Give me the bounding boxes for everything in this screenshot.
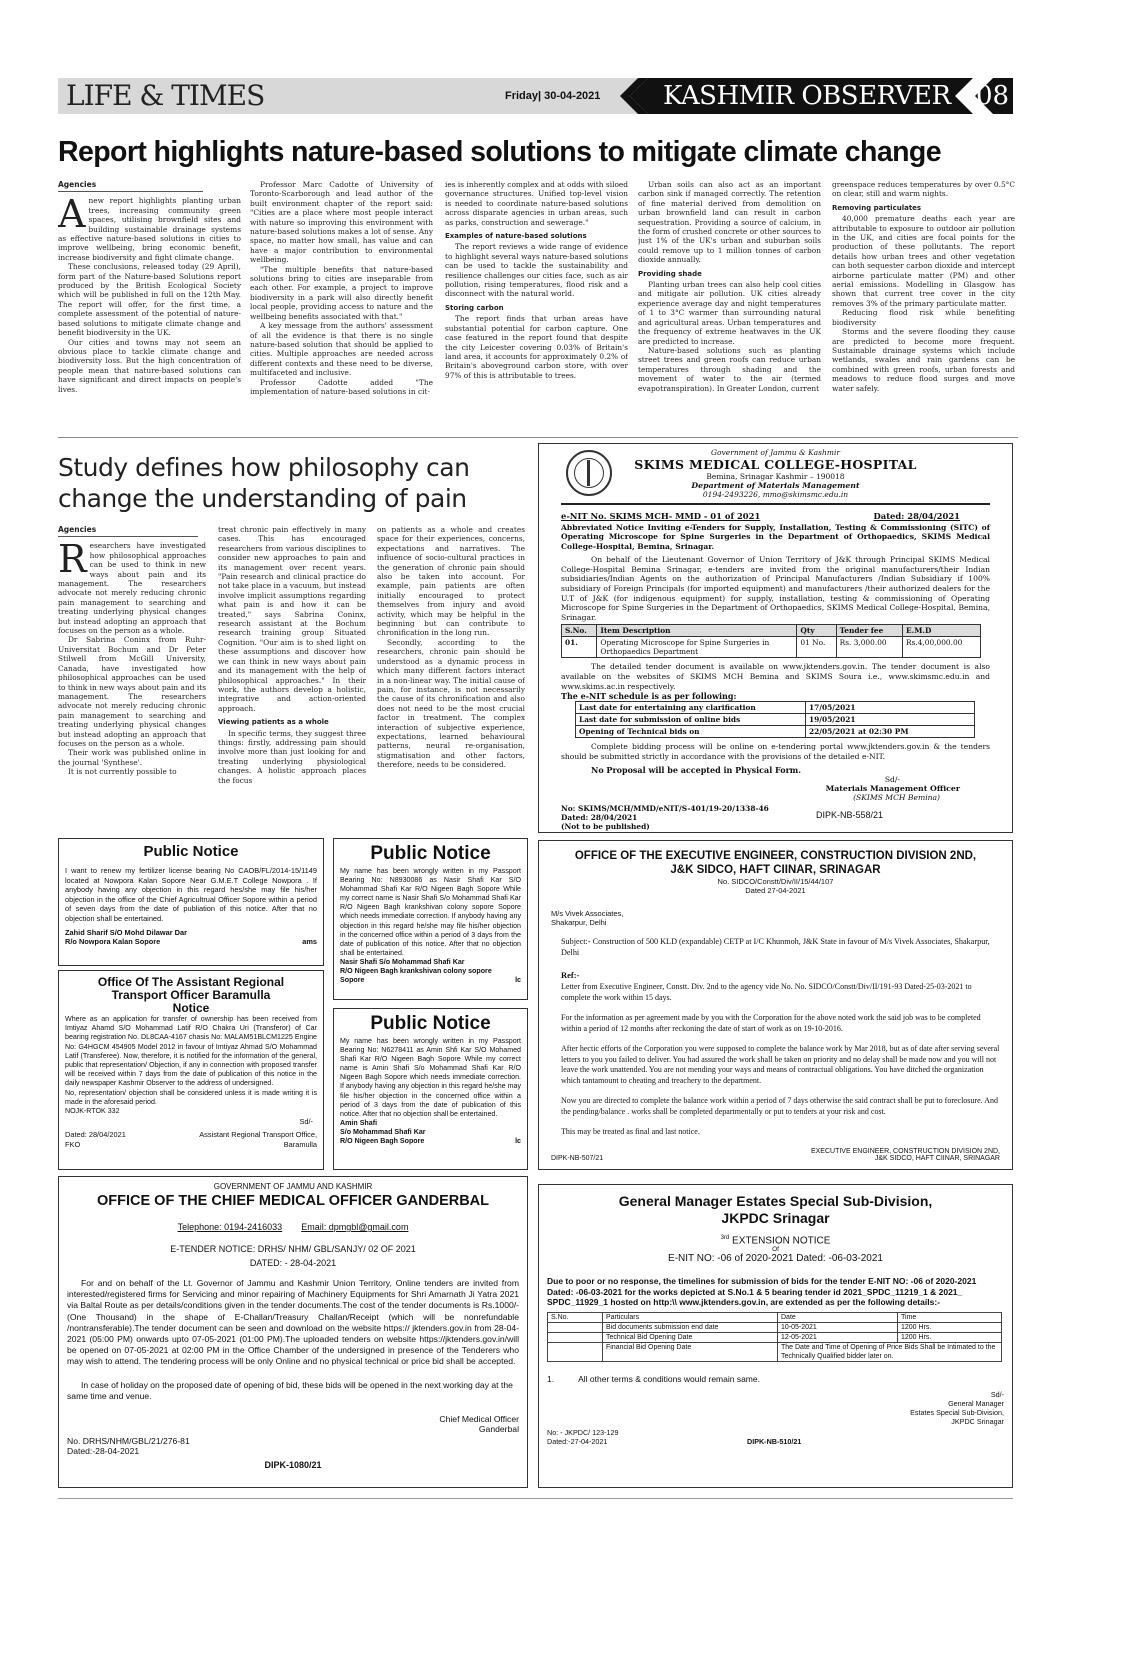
jkpdc-extension-notice xyxy=(538,1184,1013,1488)
paragraph: new report highlights planting urban trees, increasing community green spaces, utilising brownfield sites and building sustainable drainage systems as effective nature-based solutions in cities to improve wellbeing, bring economic benefit, increase biodiversity and fight climate change. xyxy=(58,196,241,262)
jkpdc-dipk: DIPK-NB-510/21 xyxy=(747,1436,802,1446)
notice-tag: lc xyxy=(515,1137,521,1146)
article-climate-col5 xyxy=(832,180,1015,430)
paragraph: Storms and the severe flooding they cause are predicted to become more frequent. Sustainable drainage systems which include wetlands, swales and rain gardens can be combined with green roofs, urban forests and meadows to reduce flood surges and move water safely. xyxy=(832,327,1015,393)
jkpdc-table xyxy=(547,1312,1002,1362)
paragraph: The report finds that urban areas have substantial potential for carbon capture. One case featured in the report found that despite the city Leicester covering 0.03% of Britain's land area, it accounts for approximately 0.2% of Britain's aboveground carbon store, with over 97% of this is attributable to trees. xyxy=(445,314,628,380)
ee-date: Dated 27-04-2021 xyxy=(745,886,806,895)
divider xyxy=(58,437,1018,438)
article-pain-headline: Study defines how philosophy can change the understanding of pain xyxy=(58,453,470,513)
ee-paragraph: After hectic efforts of the Corporation you were supposed to complete the balance work by Mar 2018, but as of date after serving several letters to you you failed to deliver. You had assured the work shall be taken on priority and no delay shall be made now and you will not leave the work unattended. You are not mending your ways and means of contractual obligations. You have ditched the organization which tantamount to cheating and treachery to the department. xyxy=(561,1044,1000,1085)
logo-staff-icon xyxy=(587,460,590,486)
table-cell: Bid documents submission end date xyxy=(603,1322,778,1332)
jkpdc-nit: E-NIT NO: -06 of 2020-2021 Dated: -06-03-2021 xyxy=(668,1253,883,1265)
paragraph: Secondly, according to the researchers, chronic pain should be understood as a dynamic process in which many different factors interact in a non-linear way. The initial cause of pain, for instance, is not necessarily the cause of its chronification and also does not need to be the most crucial factor in treatment. The complex interaction of subjective experience, expectations, learned behavioural patterns, neural re-organisation, stigmatisation and other factors, therefore, needs to be considered. xyxy=(377,637,525,770)
paragraph: esearchers have investigated how philosophical approaches can be used to think in new ways about pain and its management. The researchers advocate not merely reducing chronic pain management to searching and treating underlying physical changes but instead adopting an approach that focuses on the person as a whole. xyxy=(58,541,206,636)
jkpdc-signatory: Estates Special Sub-Division, xyxy=(910,1407,1004,1417)
ee-signatory: J&K SIDCO, HAFT CIINAR, SRINAGAR xyxy=(874,1154,1000,1162)
skims-body: On behalf of the Lieutenant Governor of Union Territory of J&K through Principal SKIMS Medical College-Hospital Bemina Srinagar, e-tenders are invited from the original manufacturers/their Indian subsidiaries/Indian Agents on the authorization of Principal Manufacturers /Indian Subsidiary if 100% subsidiary of Foreign Principals (for imported equipment) and manufacturers /their authorized dealers for the U.T of J&K (for indigenous equipment) for supply, installation, testing & commissioning of Operating Microscope for Spine Surgeries in the Department of Orthopaedics, SKIMS Medical College-Hospital, Bemina, Srinagar. xyxy=(561,555,990,622)
skims-contact: 0194-2493226, mmo@skimsmc.edu.in xyxy=(561,490,990,505)
paragraph: on patients as a whole and creates space for their experiences, concerns, expectations and narratives. The influence of socio-cultural practices in the generation of chronic pain should also be taken into account. For example, pain patients are often initially encouraged to protect themselves from injury and avoid activity, which may be helpful in the beginning but can contribute to chronification in the long run. xyxy=(377,525,525,638)
ee-paragraph: This may be treated as final and last notice. xyxy=(561,1127,700,1136)
drop-cap: A xyxy=(58,192,86,237)
cmo-ref-no: No. DRHS/NHM/GBL/21/276-81 xyxy=(67,1436,190,1447)
jkpdc-item-number: 1. xyxy=(547,1373,555,1384)
table-header: E.M.D xyxy=(903,625,981,637)
subheading: Storing carbon xyxy=(445,303,504,312)
jkpdc-ref-date: Dated:-27-04-2021 xyxy=(547,1436,608,1446)
table-header: S.No. xyxy=(562,625,597,637)
skims-tender-notice xyxy=(538,443,1013,833)
paragraph: treat chronic pain effectively in many cases. This has encouraged researchers from various disciplines to consider new approaches to pain and its management over recent years. "Pain research and clinical practice do not take place in a vacuum, but instead involve implicit assumptions regarding what pain is and how it can be treated," says Sabrina Coninx, research assistant at the Bochum research training group Situated Cognition. "Our aim is to shed light on these assumptions and discover how we can think in new ways about pain and its management with the help of philosophical approaches." In their work, the authors develop a holistic, integrative and action-oriented approach. xyxy=(218,525,366,713)
article-climate-headline: Report highlights nature-based solutions to mitigate climate change xyxy=(58,136,941,168)
page-header xyxy=(58,78,1013,114)
notice-body: My name has been wrongly written in my Passport Bearing No: N8930086 as Nasir Shafi Kar S/O Mohammad Shafi Kar R/O Nigeen Bagh Sopore While my correct name is Nasir Shafi S/o Mohammad Shafi Kar R/O Nigeen Bagh krankshivan colony sopore Sopore which needs immediate correction. If anybody having any objection in this regard he/she may file his/her objection in the concerned office within a period of 3 days from the date of publication of this notice. After that no objection shall be entertained. xyxy=(340,867,521,957)
rto-baramulla-notice xyxy=(58,970,324,1170)
table-cell xyxy=(548,1332,603,1342)
skims-date: Dated: 28/04/2021 xyxy=(873,511,960,521)
table-header: Item Description xyxy=(597,625,797,637)
subheading: Providing shade xyxy=(638,269,702,278)
notice-title: Public Notice xyxy=(370,1013,491,1034)
table-header: Particulars xyxy=(603,1312,778,1322)
subheading: Viewing patients as a whole xyxy=(218,718,329,727)
skims-ref-note: (Not to be published) xyxy=(561,822,650,832)
skims-schedule-label: The e-NIT schedule is as per following: xyxy=(561,691,737,702)
paragraph: It is not currently possible to xyxy=(68,767,177,777)
jkpdc-title: General Manager Estates Special Sub-Division, xyxy=(618,1193,933,1209)
notice-body: No, representation/ objection shall be considered unless it is made writing it is made in the aforesaid period. xyxy=(65,1088,317,1106)
article-source: Agencies xyxy=(58,180,203,192)
issue-date: Friday| 30-04-2021 xyxy=(505,90,601,102)
page-number: 08 xyxy=(976,81,1010,111)
table-header: S.No. xyxy=(548,1312,603,1322)
notice-title: Office Of The Assistant Regional xyxy=(97,975,285,989)
ee-addressee: Shakarpur, Delhi xyxy=(551,918,607,927)
table-header: Qty xyxy=(797,625,836,637)
cmo-signatory: Chief Medical Officer xyxy=(439,1414,519,1425)
jkpdc-of: Of xyxy=(772,1246,779,1254)
table-cell: 1200 Hrs. xyxy=(898,1322,1002,1332)
notice-address: R/O Nigeen Bagh krankshivan colony sopore xyxy=(340,967,492,976)
subheading: Examples of nature-based solutions xyxy=(445,232,587,241)
drop-cap: R xyxy=(58,537,87,582)
notice-title: Transport Officer Baramulla xyxy=(111,988,271,1002)
notice-address: S/o Mohammad Shafi Kar xyxy=(340,1127,426,1136)
paragraph: Professor Cadotte added "The implementation of nature-based solutions in cit- xyxy=(250,377,433,396)
skims-logo xyxy=(566,450,612,496)
skims-officer2: (SKIMS MCH Bemina) xyxy=(853,793,940,803)
table-cell: Operating Microscope for Spine Surgeries in Orthopaedics Department xyxy=(597,637,797,658)
article-pain-col1 xyxy=(58,525,206,825)
jkpdc-title: JKPDC Srinagar xyxy=(721,1210,830,1226)
notice-address: R/O Nigeen Bagh Sopore xyxy=(340,1137,425,1146)
notice-body: I want to renew my fertilizer license bearing No CAOB/FL/2014-15/1149 located at Nowpora Kalan Sopore Near G.M.E.T College Nowpora . If anybody having any objection in this regard hes/she may file his/her objection in the office of the Chief Agricultrual Officer Sopore within a period of seven days from the date of publiation of this notice. After that no objection shall be entertained. xyxy=(65,866,317,923)
cmo-dated: DATED: - 28-04-2021 xyxy=(249,1258,337,1268)
notice-subtitle: Notice xyxy=(172,1001,210,1015)
paragraph: These conclusions, released today (29 April), form part of the Nature-based Solutions report produced by the British Ecological Society which will be published in full on the 12th May. The report will offer, for the first time, a complete assessment of the potential of nature-based solutions to mitigate climate change and benefit biodiversity in the UK. xyxy=(58,262,241,338)
ee-ref-body: Letter from Executive Engineer, Constt. Div. 2nd to the agency vide No. No. SIDCO/Constt/Div/II/191-93 Dated-25-03-2021 to complete the work within 15 days. xyxy=(561,982,972,1002)
jkpdc-ext: EXTENSION NOTICE xyxy=(729,1235,831,1247)
paragraph: Dr Sabrina Coninx from Ruhr-Universitat Bochum and Dr Peter Stilwell from McGill University, Canada, have investigated how philosophical approaches can be used to think in new ways about pain and its management. The researchers advocate not merely reducing chronic pain management to searching and treating underlying physical changes but instead adopting an approach that focuses on the person as a whole. xyxy=(58,635,206,748)
cmo-telephone: Telephone: 0194-2416033 xyxy=(177,1222,283,1232)
cmo-paragraph: In case of holiday on the proposed date of opening of bid, these bids will be opened in the next working day at the same time and venue. xyxy=(67,1379,513,1401)
table-cell: 12-05-2021 xyxy=(778,1332,898,1342)
skims-body3: Complete bidding process will be online on e-tendering portal www.jktenders.gov.in & the tenders should be submitted strictly in accordance with the provisions of the detailed e-NIT. xyxy=(561,742,990,761)
notice-signatory: Nasir Shafi S/o Mohammad Shafi Kar xyxy=(340,957,465,966)
notice-tag: lc xyxy=(515,976,521,985)
notice-address: R/o Nowpora Kalan Sopore xyxy=(65,937,161,947)
jkpdc-body: Due to poor or no response, the timelines for submission of bids for the tender E-NIT NO: -06 of 2020-2021 Dated: -06-03-2021 for the works depicted at S.No.1 & 5 bearing tender id 2021_SPDC_11219_1 & 2021_ SPDC_11929_1 hosted on http:\\ www.jktenders.gov.in, are extended as per the following details:- xyxy=(547,1276,977,1308)
article-climate-col4 xyxy=(638,180,821,430)
paragraph: Planting urban trees can also help cool cities and mitigate air pollution. UK cities already experience average day and night temperatures of 1 to 3°C warmer than surrounding natural and agricultural areas. Urban temperatures and the frequency of extreme heatwaves in the UK are predicted to increase. xyxy=(638,280,821,346)
skims-title: SKIMS MEDICAL COLLEGE-HOSPITAL xyxy=(634,457,917,472)
notice-title: OFFICE OF THE EXECUTIVE ENGINEER, CONSTRUCTION DIVISION 2ND, xyxy=(574,850,977,862)
cmo-ganderbal-tender xyxy=(58,1176,528,1488)
jkpdc-item: All other terms & conditions would remain same. xyxy=(578,1373,760,1384)
paragraph: In specific terms, they suggest three things: firstly, addressing pain should involve more than just looking for and treating underlying physiological changes. A holistic approach places the focus xyxy=(218,728,366,785)
skims-nit-number: e-NIT No. SKIMS MCH- MMD - 01 of 2021 xyxy=(561,511,761,521)
skims-schedule-table xyxy=(575,701,975,738)
notice-signatory: Amin Shafi xyxy=(340,1118,378,1127)
table-cell: Last date for entertaining any clarification xyxy=(576,702,806,714)
article-climate-col3 xyxy=(445,180,628,430)
subheading: Removing particulates xyxy=(832,203,922,212)
notice-ref: NOJK-RTOK 332 xyxy=(65,1107,120,1116)
table-header: Time xyxy=(898,1312,1002,1322)
paragraph: Urban soils can also act as an important carbon sink if managed correctly. The retention of fine material derived from demolition on urban brownfield land can result in carbon sequestration. Providing a source of calcium, in the form of crushed concrete or other sources to just 1% of the UK's urban and suburban soils could remove up to 1 million tonnes of carbon dioxide annually. xyxy=(638,180,821,265)
ee-subject: Subject:- Construction of 500 KLD (expandable) CETP at I/C Khunmoh, J&K State in favour of M/s Vivek Associates, Shakarpur, Delhi xyxy=(561,937,990,957)
table-cell: 22/05/2021 at 02:30 PM xyxy=(806,726,975,738)
ee-paragraph: Now you are directed to complete the balance work within a period of 7 days otherwise the said contract shall be put to foreclosure. And the pending/balance . works shall be completed departmentally or put to tenders at your risk and cost. xyxy=(561,1096,998,1116)
paragraph: Our cities and towns may not seem an obvious place to tackle climate change and biodiversity loss. But the high concentration of people mean that nature-based solutions can have significant and direct impacts on people's lives. xyxy=(58,337,241,394)
table-cell: Rs. 3,000.00 xyxy=(836,637,902,658)
table-cell: 17/05/2021 xyxy=(806,702,975,714)
paragraph: The report reviews a wide range of evidence to highlight several ways nature-based solutions can be used to tackle the sustainability and resilience challenges our cities face, such as air pollution, rising temperatures, flood risk and a disconnect with the natural world. xyxy=(445,242,628,299)
table-cell: Last date for submission of online bids xyxy=(576,714,806,726)
notice-title: Public Notice xyxy=(143,843,239,860)
paragraph: ies is inherently complex and at odds with siloed governance structures. Unified top-level vision is needed to coordinate nature-based solutions across disparate agencies in urban areas, such as parks, construction and sewerage." xyxy=(445,180,628,227)
table-cell: Opening of Technical bids on xyxy=(576,726,806,738)
notice-signatory: Zahid Sharif S/O Mohd Dilawar Dar xyxy=(65,927,187,937)
table-cell xyxy=(548,1322,603,1332)
notice-title: Public Notice xyxy=(370,843,491,864)
notice-address: Sopore xyxy=(340,976,365,985)
public-notice-fertilizer xyxy=(58,838,324,966)
article-pain-col3 xyxy=(377,525,525,825)
jkpdc-signatory: General Manager xyxy=(948,1398,1004,1408)
notice-tag: ams xyxy=(302,937,317,947)
paragraph: 40,000 premature deaths each year are attributable to exposure to outdoor air pollution in the UK, and cities are focal points for the production of these pollutants. The report details how urban trees and other vegetation can both sequester carbon dioxide and intercept airborne particulate matter (PM) and other aerial emissions. Modelling in Glasgow has shown that current tree cover in the city removes 3% of the primary particulate matter. xyxy=(832,214,1015,308)
ee-addressee: M/s Vivek Associates, xyxy=(551,909,624,918)
paragraph: Professor Marc Cadotte of University of Toronto-Scarborough and lead author of the built environment chapter of the report said: "Cities are a place where most people interact with nature so improving this environment with nature-based solutions makes a lot of sense. Any space, no matter how small, has value and can have a major contribution to environmental wellbeing. xyxy=(250,180,433,265)
table-cell: 1200 Hrs. xyxy=(898,1332,1002,1342)
public-notice-passport-nasir xyxy=(333,838,528,1000)
ee-signatory: EXECUTIVE ENGINEER, CONSTRUCTION DIVISION 2ND, xyxy=(810,1147,1000,1155)
table-cell xyxy=(548,1342,603,1361)
table-cell: 10-05-2021 xyxy=(778,1322,898,1332)
cmo-email[interactable]: Email: dpmgbl@gmail.com xyxy=(301,1222,409,1232)
table-cell: The Date and Time of Opening of Price Bids Shall be Intimated to the Technically Qualified bidder later on. xyxy=(778,1342,1002,1361)
paragraph: Reducing flood risk while benefiting biodiversity xyxy=(832,308,1015,327)
skims-item-table xyxy=(561,624,981,658)
jkpdc-sd: Sd/- xyxy=(990,1389,1004,1399)
table-cell: Financial Bid Opening Date xyxy=(603,1342,778,1361)
skims-ref-date: Dated: 28/04/2021 xyxy=(561,813,638,823)
skims-address: Bemina, Srinagar Kashmir – 190018 xyxy=(706,472,845,481)
table-cell: Rs.4,00,000.00 xyxy=(903,637,981,658)
paragraph: Their work was published online in the journal 'Synthese'. xyxy=(58,748,206,767)
ee-number: No. SIDCO/Constt/Div/II/15/44/107 xyxy=(717,877,834,886)
notice-date: Dated: 28/04/2021 xyxy=(65,1130,126,1140)
ee-dipk: DIPK-NB-507/21 xyxy=(551,1154,604,1162)
table-cell: 01. xyxy=(562,637,597,658)
skims-officer: Materials Management Officer xyxy=(825,784,960,794)
cmo-paragraph: For and on behalf of the Lt. Governor of Jammu and Kashmir Union Territory, Online tenders are invited from interested/registered firms for Servicing and minor repairing of Machinery Equipments for Shri Amarnath Ji Yatra 2021 via Baltal Route as per details/conditions given in the tender documents.The cost of the tender documents is Rs.1000/-(One Thousand) in the shape of E-Challan/Treasury Challan/Receipt (which will be nonrefundable /nontransferable).The tender document can be seen and download on the website https:// jktenders.gov.in from 28-04-2021 (05:00 PM) onwards upto 07-05-2021 (01:00 PM).The uploaded tenders on website https://jktenders.gov.in/will be opened on 07-05-2021 at 02:00 PM in the Office Chamber of the undersigned in presence of the Tenderers who may wish to attend. The tendering process will be only Online and no physical technical or price bid shall be accepted. xyxy=(67,1278,519,1367)
notice-body: My name has been wrongly written in my Passport Bearing No: N6278411 as Amin Shfi Kar S/O Mohamed Shafi Kar R/O Nigeen Bagh Sopore While my correct name is Amin Shafi S/o Mohammad Shafi Kar R/O Nigeen Bagh Sopore which needs immediate correction. If anybody having any objection in this regard he/she may file his/her objection in the concerned office within a period of 3 days from the date of publication of this notice. After that no objection shall be entertained. xyxy=(340,1037,522,1118)
paragraph: Nature-based solutions such as planting street trees and green roofs can reduce urban temperatures through shading and the movement of water to the air (termed evapotranspiration). In Greater London, current xyxy=(638,345,821,393)
footer-rule xyxy=(58,1498,1013,1499)
notice-title: J&K SIDCO, HAFT CIINAR, SRINAGAR xyxy=(670,864,881,876)
table-header: Tender fee xyxy=(836,625,902,637)
jkpdc-ref-no: No: - JKPDC/ 123-129 xyxy=(547,1427,619,1437)
notice-signatory: Assistant Regional Transport Office, xyxy=(199,1130,317,1140)
skims-gov: Government of Jammu & Kashmir xyxy=(711,448,840,457)
cmo-ref-date: Dated:-28-04-2021 xyxy=(67,1446,140,1457)
public-notice-passport-amin xyxy=(333,1008,528,1170)
ee-ref-label: Ref:- xyxy=(561,970,580,980)
skims-ref-no: No: SKIMS/MCH/MMD/eNIT/S-401/19-20/1338-46 xyxy=(561,804,769,814)
section-title: LIFE & TIMES xyxy=(66,79,265,112)
cmo-gov: GOVERNMENT OF JAMMU AND KASHMIR xyxy=(213,1182,373,1191)
ee-paragraph: For the information as per agreement made by you with the Corporation for the above noted work the said job was to be completed within a period of 12 months after reckoning the date of start of work as on 19-10-2016. xyxy=(561,1013,981,1033)
skims-abbrev: Abbreviated Notice Inviting e-Tenders for Supply, Installation, Testing & Commissioning (SITC) of Operating Microscope for Spine Surgeries in the Department of Orthopaedics, SKIMS Medical College-Hospital, Bemina, Srinagar. xyxy=(561,523,990,551)
table-cell: Technical Bid Opening Date xyxy=(603,1332,778,1342)
article-climate-col2 xyxy=(250,180,433,430)
newspaper-name: KASHMIR OBSERVER xyxy=(663,81,951,111)
table-header: Date xyxy=(778,1312,898,1322)
notice-tag: FKO xyxy=(65,1139,81,1149)
article-source: Agencies xyxy=(58,525,198,537)
article-pain-col2 xyxy=(218,525,366,825)
skims-dept: Department of Materials Management xyxy=(691,481,860,490)
table-cell: 01 No. xyxy=(797,637,836,658)
skims-dipk: DIPK-NB-558/21 xyxy=(816,810,884,820)
paragraph: A key message from the authors' assessment of all the evidence is that there is no single nature-based solution that should be applied to cities. Multiple approaches are needed across different contexts and these need to be diverse, multifaceted and inclusive. xyxy=(250,321,433,378)
cmo-signatory: Ganderbal xyxy=(478,1424,519,1435)
jkpdc-signatory: JKPDC Srinagar xyxy=(951,1416,1004,1426)
skims-body4: No Proposal will be accepted in Physical Form. xyxy=(591,765,802,776)
notice-body: Where as an application for transfer of ownership has been received from Imtiyaz Ahamd S/O Mohammad Latif R/O Chakra Uri (Transferor) of Car bearing registration No. DL8CAA-4167 chasis No: MALAM51BLCM1225 Engine No: G4HGCM 454905 Model 2012 in favour of Imtiyaz Ahmad S/O Mohammad Latif (Transferee). Now, therefore, it is notified for the information of the general, public that representation/ Objection, if any in connection with proposed transfer will be received within 7 days from the date of publication of this notice in the daily newspaper Kashmir Observer to the address of undersigned. xyxy=(65,1015,317,1088)
jkpdc-ext-sup: 3rd xyxy=(720,1235,730,1241)
paragraph: greenspace reduces temperatures by over 0.5°C on clear, still and warm nights. xyxy=(832,180,1015,199)
cmo-notice-no: E-TENDER NOTICE: DRHS/ NHM/ GBL/SANJY/ 02 OF 2021 xyxy=(170,1244,416,1254)
skims-body2: The detailed tender document is available on www.jktenders.gov.in. The tender document is also available on the websites of SKIMS MCH Bemina and SKIMS Soura i.e., www.skimsmc.edu.in and www.skims.ac.in respectively. xyxy=(561,662,990,691)
notice-sd: Sd/- xyxy=(299,1116,313,1126)
cmo-title: OFFICE OF THE CHIEF MEDICAL OFFICER GANDERBAL xyxy=(96,1193,490,1209)
notice-place: Baramulla xyxy=(283,1139,317,1149)
paragraph: "The multiple benefits that nature-based solutions bring to cities are inseparable from each other. For example, a project to improve biodiversity in a park will also directly benefit local people, providing access to nature and the wellbeing benefits associated with that." xyxy=(250,264,433,321)
executive-engineer-notice xyxy=(538,840,1013,1170)
table-cell: 19/05/2021 xyxy=(806,714,975,726)
cmo-dipk: DIPK-1080/21 xyxy=(264,1460,322,1471)
skims-sd: Sd/- xyxy=(884,775,900,785)
article-climate-col1 xyxy=(58,180,241,430)
